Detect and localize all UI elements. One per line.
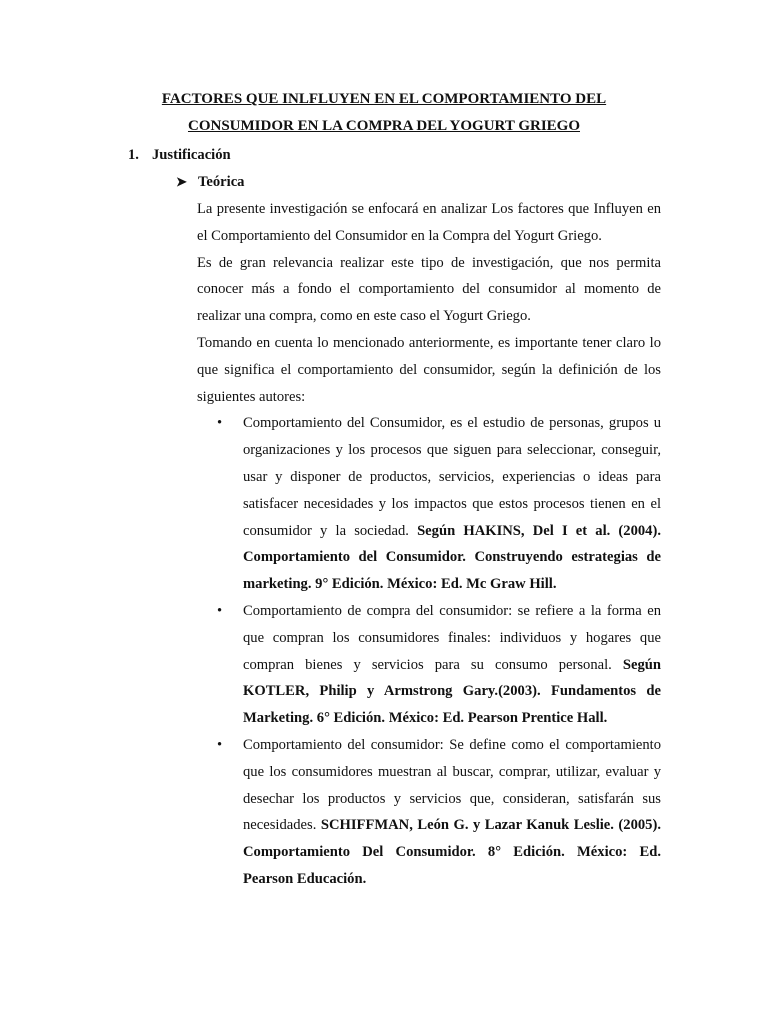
definition-text: Comportamiento del consumidor: Se define como el comportamiento que los consumidores muestran al buscar, comprar, utilizar, evaluar y desechar los productos y servicios que, consideran, satisfarán sus necesidades.: [243, 736, 661, 834]
subsection-heading: [176, 170, 244, 194]
section-title: Justificación: [152, 147, 231, 163]
bullet-icon: •: [217, 602, 223, 619]
title-line-2: CONSUMIDOR EN LA COMPRA DEL YOGURT GRIEGO: [187, 118, 580, 134]
definition-text: Comportamiento del Consumidor, es el estudio de personas, grupos u organizaciones y los procesos que siguen para seleccionar, conseguir, usar y disponer de productos, servicios, experiencias o ideas para satisfacer necesidades y los impactos que estos procesos tienen en el consumidor y la sociedad.: [243, 415, 661, 539]
definitions-list: [197, 410, 661, 892]
section-number: 1.: [128, 147, 139, 163]
list-item: [197, 598, 661, 732]
subsection-title: Teórica: [198, 174, 245, 190]
citation: Según KOTLER, Philip y Armstrong Gary.(2003). Fundamentos de Marketing. 6° Edición. México: Ed. Pearson Prentice Hall.: [243, 656, 661, 727]
bullet-icon: •: [217, 736, 223, 753]
bullet-icon: •: [217, 415, 223, 432]
list-item: [197, 732, 661, 893]
section-heading: [128, 143, 231, 167]
citation: Según HAKINS, Del I et al. (2004). Comportamiento del Consumidor. Construyendo estrategias de marketing. 9° Edición. México: Ed. Mc Graw Hill.: [243, 522, 661, 593]
arrowhead-bullet-icon: ➤: [176, 174, 187, 189]
citation: SCHIFFMAN, León G. y Lazar Kanuk Leslie. (2005). Comportamiento Del Consumidor. 8° Edición. México: Ed. Pearson Educación.: [243, 817, 661, 887]
paragraph: Tomando en cuenta lo mencionado anteriormente, es importante tener claro lo que significa el comportamiento del consumidor, según la definición de los siguientes autores:: [197, 334, 661, 405]
document-title: [120, 86, 648, 140]
paragraph: La presente investigación se enfocará en analizar Los factores que Influyen en el Comportamiento del Consumidor en la Compra del Yogurt Griego.: [197, 201, 661, 244]
body-text: [197, 196, 661, 893]
paragraph: Es de gran relevancia realizar este tipo de investigación, que nos permita conocer más a fondo el comportamiento del consumidor al momento de realizar una compra, como en este caso el Yogurt Griego.: [197, 254, 661, 325]
definition-text: Comportamiento de compra del consumidor: se refiere a la forma en que compran los consumidores finales: individuos y hogares que compran bienes y servicios para su consumo personal.: [243, 602, 661, 673]
list-item: [197, 410, 661, 598]
title-line-1: FACTORES QUE INLFLUYEN EN EL COMPORTAMIENTO DEL: [161, 91, 607, 107]
